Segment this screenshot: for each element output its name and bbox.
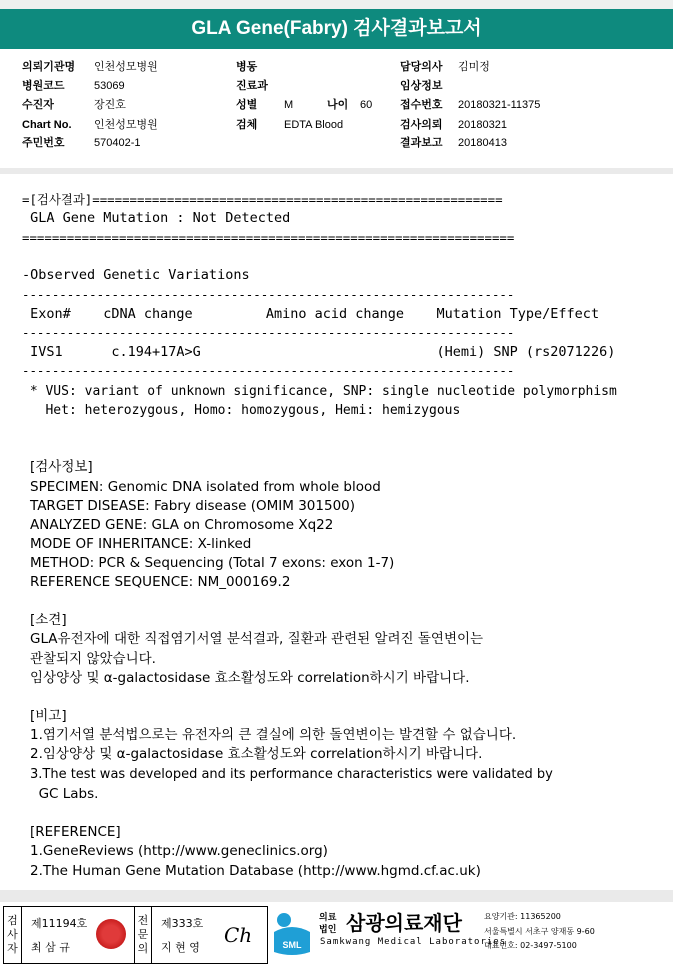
logo-text: SML [282, 940, 302, 950]
info-department [236, 77, 284, 93]
opinion-line: GLA유전자에 대한 직접염기서열 분석결과, 질환과 관련된 알려진 돌연변이는 [30, 631, 484, 647]
examiner-label [4, 907, 22, 963]
info-value: EDTA Blood [284, 119, 344, 131]
info-label: 진료과 [236, 80, 268, 92]
top-strip [0, 0, 673, 9]
signature-box [3, 906, 268, 964]
references-heading: [REFERENCE] [30, 824, 121, 840]
sml-logo-icon [272, 910, 312, 956]
info-label: 담당의사 [400, 61, 443, 73]
section-divider [0, 168, 673, 174]
info-value: 장진호 [94, 99, 126, 111]
org-address: 서울특별시 서초구 양재동 9-60 [484, 927, 595, 936]
opinion-heading: [소견] [30, 612, 67, 628]
test-info-line: MODE OF INHERITANCE: X-linked [30, 536, 252, 552]
variations-rule: ------------------------------------------------------------------ [22, 287, 515, 302]
info-value: 인천성모병원 [94, 61, 158, 73]
examiner-license: 제11194호 [31, 917, 88, 930]
examiner-label-char: 검 [7, 914, 18, 927]
variations-heading: -Observed Genetic Variations [22, 267, 250, 283]
examiner-label-char: 자 [7, 942, 18, 955]
org-prefix: 의료 [319, 913, 337, 923]
remarks-line: 1.염기서열 분석법으로는 유전자의 큰 결실에 의한 돌연변이는 발견할 수 없습니다. [30, 727, 517, 743]
info-sex [236, 96, 293, 112]
red-seal-icon [96, 919, 126, 949]
test-info-line: TARGET DISEASE: Fabry disease (OMIM 301500) [30, 498, 356, 514]
opinion-line: 관찰되지 않았습니다. [30, 651, 156, 667]
info-label: 나이 [327, 99, 349, 111]
test-info-line: SPECIMEN: Genomic DNA isolated from whole blood [30, 479, 381, 495]
footer [0, 904, 673, 971]
info-value: 20180321-11375 [458, 99, 541, 111]
info-request-date [400, 116, 507, 132]
info-clinical [400, 77, 458, 93]
info-value: 김미정 [458, 61, 490, 73]
info-value: 570402-1 [94, 137, 141, 149]
info-label: 의뢰기관명 [22, 61, 76, 73]
info-label: 병동 [236, 61, 258, 73]
specialist-label [134, 907, 152, 963]
result-summary: GLA Gene Mutation : Not Detected [22, 210, 291, 226]
test-info-line: METHOD: PCR & Sequencing (Total 7 exons: exon 1-7) [30, 555, 395, 571]
variations-rule: ------------------------------------------------------------------ [22, 363, 515, 378]
info-label: 수진자 [22, 99, 54, 111]
info-label: 검사의뢰 [400, 119, 443, 131]
org-phone: 대표번호: 02-3497-5100 [484, 941, 577, 950]
variations-columns: Exon# cDNA change Amino acid change Mutation Type/Effect [22, 306, 600, 322]
info-hospital-code [22, 77, 125, 93]
info-label: 성별 [236, 99, 258, 111]
specialist-name: 지 현 영 [161, 941, 200, 954]
info-value: 인천성모병원 [94, 119, 158, 131]
info-label: 주민번호 [22, 137, 65, 149]
handwritten-signature: Ch [224, 923, 253, 947]
variations-note: Het: heterozygous, Homo: homozygous, Hemi: hemizygous [22, 403, 461, 418]
info-report-date [400, 134, 507, 150]
info-value: M [284, 99, 294, 111]
info-label: Chart No. [22, 119, 72, 131]
info-label: 접수번호 [400, 99, 443, 111]
info-value: 20180413 [458, 137, 507, 149]
info-specimen [236, 116, 343, 132]
org-name: 삼광의료재단 [346, 911, 462, 935]
info-age [327, 96, 372, 112]
info-label: 임상정보 [400, 80, 443, 92]
info-patient [22, 96, 126, 112]
info-ward [236, 58, 284, 74]
info-label: 결과보고 [400, 137, 443, 149]
info-label: 병원코드 [22, 80, 65, 92]
remarks-line: GC Labs. [30, 786, 99, 802]
info-hospital [22, 58, 158, 74]
test-info-heading: [검사정보] [30, 459, 93, 475]
info-accession [400, 96, 540, 112]
info-label: 검체 [236, 119, 258, 131]
specialist-label-char: 문 [137, 928, 149, 941]
test-info-line: ANALYZED GENE: GLA on Chromosome Xq22 [30, 517, 334, 533]
variations-rule: ------------------------------------------------------------------ [22, 325, 515, 340]
info-resident-no [22, 134, 141, 150]
org-english-name: Samkwang Medical Laboratories [320, 937, 507, 947]
specialist-label-char: 전 [137, 914, 149, 927]
report-title: GLA Gene(Fabry) 검사결과보고서 [0, 9, 673, 49]
examiner-name: 최 삼 규 [31, 941, 70, 954]
reference-item[interactable]: 2.The Human Gene Mutation Database (http://www.hgmd.cf.ac.uk) [30, 863, 481, 879]
info-value: 53069 [94, 80, 125, 92]
opinion-line: 임상양상 및 α-galactosidase 효소활성도와 correlation하시기 바랍니다. [30, 670, 470, 686]
specialist-label-char: 의 [137, 942, 149, 955]
specialist-license: 제333호 [161, 917, 204, 930]
info-physician [400, 58, 490, 74]
variations-note: * VUS: variant of unknown significance, SNP: single nucleotide polymorphism [22, 384, 617, 399]
test-info-line: REFERENCE SEQUENCE: NM_000169.2 [30, 574, 291, 590]
result-line-bottom: ================================================================== [22, 230, 515, 245]
examiner-label-char: 사 [7, 928, 18, 941]
info-chart-no [22, 116, 158, 132]
remarks-line: 3.The test was developed and its performance characteristics were validated by [30, 767, 553, 782]
reference-item[interactable]: 1.GeneReviews (http://www.geneclinics.org) [30, 843, 328, 859]
info-value: 20180321 [458, 119, 507, 131]
remarks-heading: [비고] [30, 708, 67, 724]
remarks-line: 2.임상양상 및 α-galactosidase 효소활성도와 correlation하시기 바랍니다. [30, 746, 483, 762]
info-value: 60 [360, 99, 373, 111]
variation-row: IVS1 c.194+17A>G (Hemi) SNP (rs2071226) [22, 344, 616, 360]
org-prefix: 법인 [319, 925, 337, 935]
footer-divider [0, 890, 673, 902]
org-code: 요양기관: 11365200 [484, 912, 561, 921]
result-line-top: =[검사결과]======================================================= [22, 192, 503, 207]
